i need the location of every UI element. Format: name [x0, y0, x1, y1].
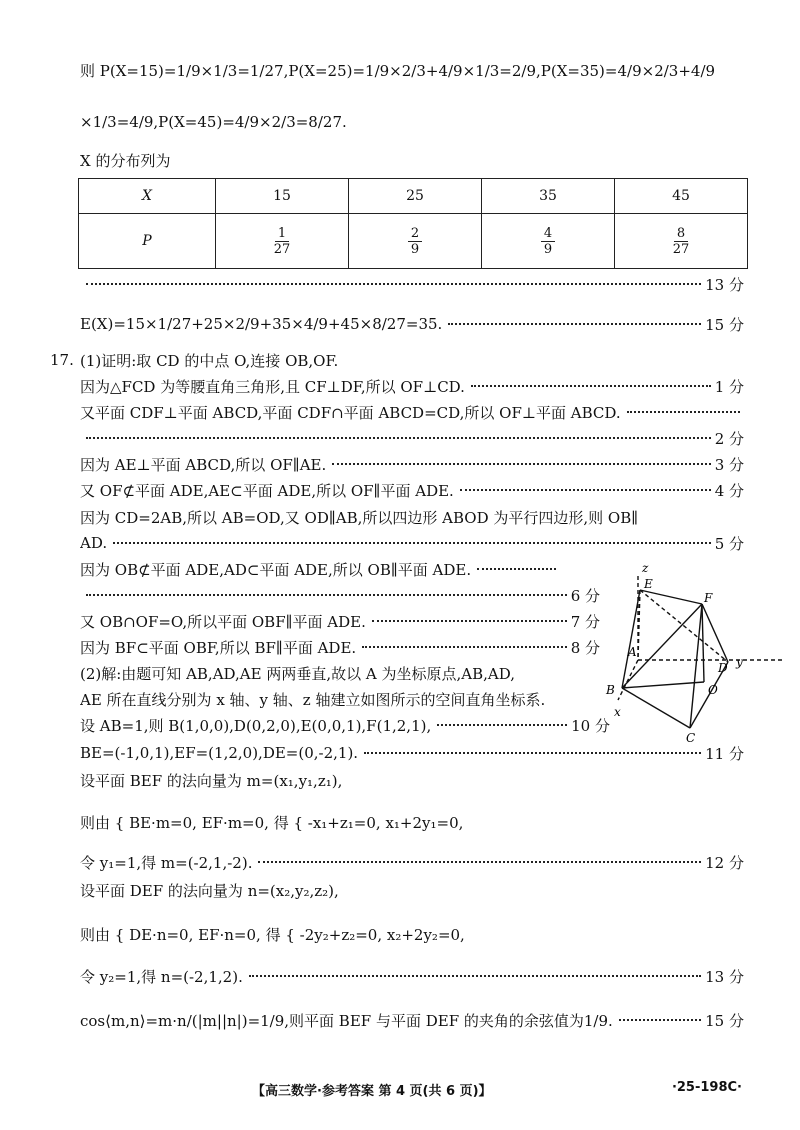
- line-17-13: (2)解:由题可知 AB,AD,AE 两两垂直,故以 A 为坐标原点,AB,AD,: [80, 664, 515, 683]
- line-17-16: BE=(-1,0,1),EF=(1,2,0),DE=(0,-2,1). 11 分: [80, 744, 744, 763]
- line-17-21: 则由 { DE·n=0, EF·n=0, 得 { -2y₂+z₂=0, x₂+2y₂=0,: [80, 925, 465, 944]
- point-label-a: A: [628, 645, 637, 659]
- line-17-12: 因为 BF⊂平面 OBF,所以 BF∥平面 ADE. 8 分: [80, 638, 600, 657]
- question-number: 17.: [50, 351, 74, 369]
- footer-center: 【高三数学·参考答案 第 4 页(共 6 页)】: [252, 1084, 492, 1099]
- line-17-17: 设平面 BEF 的法向量为 m=(x₁,y₁,z₁),: [80, 771, 343, 790]
- line-17-22: 令 y₂=1,得 n=(-2,1,2). 13 分: [80, 967, 744, 986]
- line-expectation: E(X)=15×1/27+25×2/9+35×4/9+45×8/27=35. 15 分: [80, 315, 744, 334]
- table-cell: 25: [349, 179, 482, 214]
- line-17-23: cos⟨m,n⟩=m·n/(|m||n|)=1/9,则平面 BEF 与平面 DEF 的夹角的余弦值为1/9. 15 分: [80, 1011, 744, 1030]
- line-17-3: 又平面 CDF⊥平面 ABCD,平面 CDF∩平面 ABCD=CD,所以 OF⊥平面 ABCD.: [80, 398, 744, 426]
- point-label-c: C: [686, 731, 696, 745]
- line-17-5: 因为 AE⊥平面 ABCD,所以 OF∥AE. 3 分: [80, 455, 744, 474]
- table-cell: $\frac{1}{27}$: [216, 214, 349, 269]
- point-label-f: F: [704, 591, 713, 605]
- table-cell: P: [79, 214, 216, 269]
- line-17-18: 则由 { BE·m=0, EF·m=0, 得 { -x₁+z₁=0, x₁+2y₁=0,: [80, 813, 464, 832]
- point-label-d: D: [718, 661, 728, 675]
- geometry-figure: [604, 560, 784, 745]
- line-17-2: 因为△FCD 为等腰直角三角形,且 CF⊥DF,所以 OF⊥CD. 1 分: [80, 377, 744, 396]
- point-label-e: E: [644, 577, 653, 591]
- distribution-table: [78, 178, 748, 269]
- line-prob-1: 则 P(X=15)=1/9×1/3=1/27,P(X=25)=1/9×2/3+4/9×1/3=2/9,P(X=35)=4/9×2/3+4/9: [80, 61, 716, 80]
- line-17-14: AE 所在直线分别为 x 轴、y 轴、z 轴建立如图所示的空间直角坐标系.: [80, 690, 546, 709]
- table-cell: 45: [615, 179, 748, 214]
- table-row-p: [79, 214, 748, 269]
- page-footer: [0, 1078, 800, 1104]
- line-dist-intro: X 的分布列为: [80, 151, 171, 170]
- line-17-15: 设 AB=1,则 B(1,0,0),D(0,2,0),E(0,0,1),F(1,2,1), 10 分: [80, 716, 610, 735]
- line-17-10: 6 分: [80, 581, 600, 609]
- axis-label-y: y: [736, 655, 743, 669]
- coordinate-diagram: [604, 560, 784, 745]
- point-label-b: B: [606, 683, 615, 697]
- table-cell: $\frac{2}{9}$: [349, 214, 482, 269]
- score-line-13: 13 分: [80, 270, 744, 298]
- axis-label-z: z: [642, 561, 649, 575]
- line-17-6: 又 OF⊄平面 ADE,AE⊂平面 ADE,所以 OF∥平面 ADE. 4 分: [80, 481, 744, 500]
- line-17-8: AD. 5 分: [80, 534, 744, 553]
- footer-right: ·25-198C·: [671, 1080, 742, 1095]
- table-cell: 15: [216, 179, 349, 214]
- line-17-7: 因为 CD=2AB,所以 AB=OD,又 OD∥AB,所以四边形 ABOD 为平行四边形,则 OB∥: [80, 508, 639, 527]
- table-cell: 35: [482, 179, 615, 214]
- line-17-4: 2 分: [80, 424, 744, 452]
- table-row-header: [79, 179, 748, 214]
- line-prob-2: ×1/3=4/9,P(X=45)=4/9×2/3=8/27.: [80, 113, 347, 131]
- line-17-20: 设平面 DEF 的法向量为 n=(x₂,y₂,z₂),: [80, 881, 339, 900]
- line-17-1: (1)证明:取 CD 的中点 O,连接 OB,OF.: [80, 351, 339, 370]
- table-cell: $\frac{8}{27}$: [615, 214, 748, 269]
- line-17-9: 因为 OB⊄平面 ADE,AD⊂平面 ADE,所以 OB∥平面 ADE.: [80, 555, 560, 583]
- axis-label-x: x: [614, 705, 621, 719]
- table-cell: X: [79, 179, 216, 214]
- line-17-19: 令 y₁=1,得 m=(-2,1,-2). 12 分: [80, 853, 744, 872]
- table-cell: $\frac{4}{9}$: [482, 214, 615, 269]
- point-label-o: O: [708, 683, 718, 697]
- line-17-11: 又 OB∩OF=O,所以平面 OBF∥平面 ADE. 7 分: [80, 612, 600, 631]
